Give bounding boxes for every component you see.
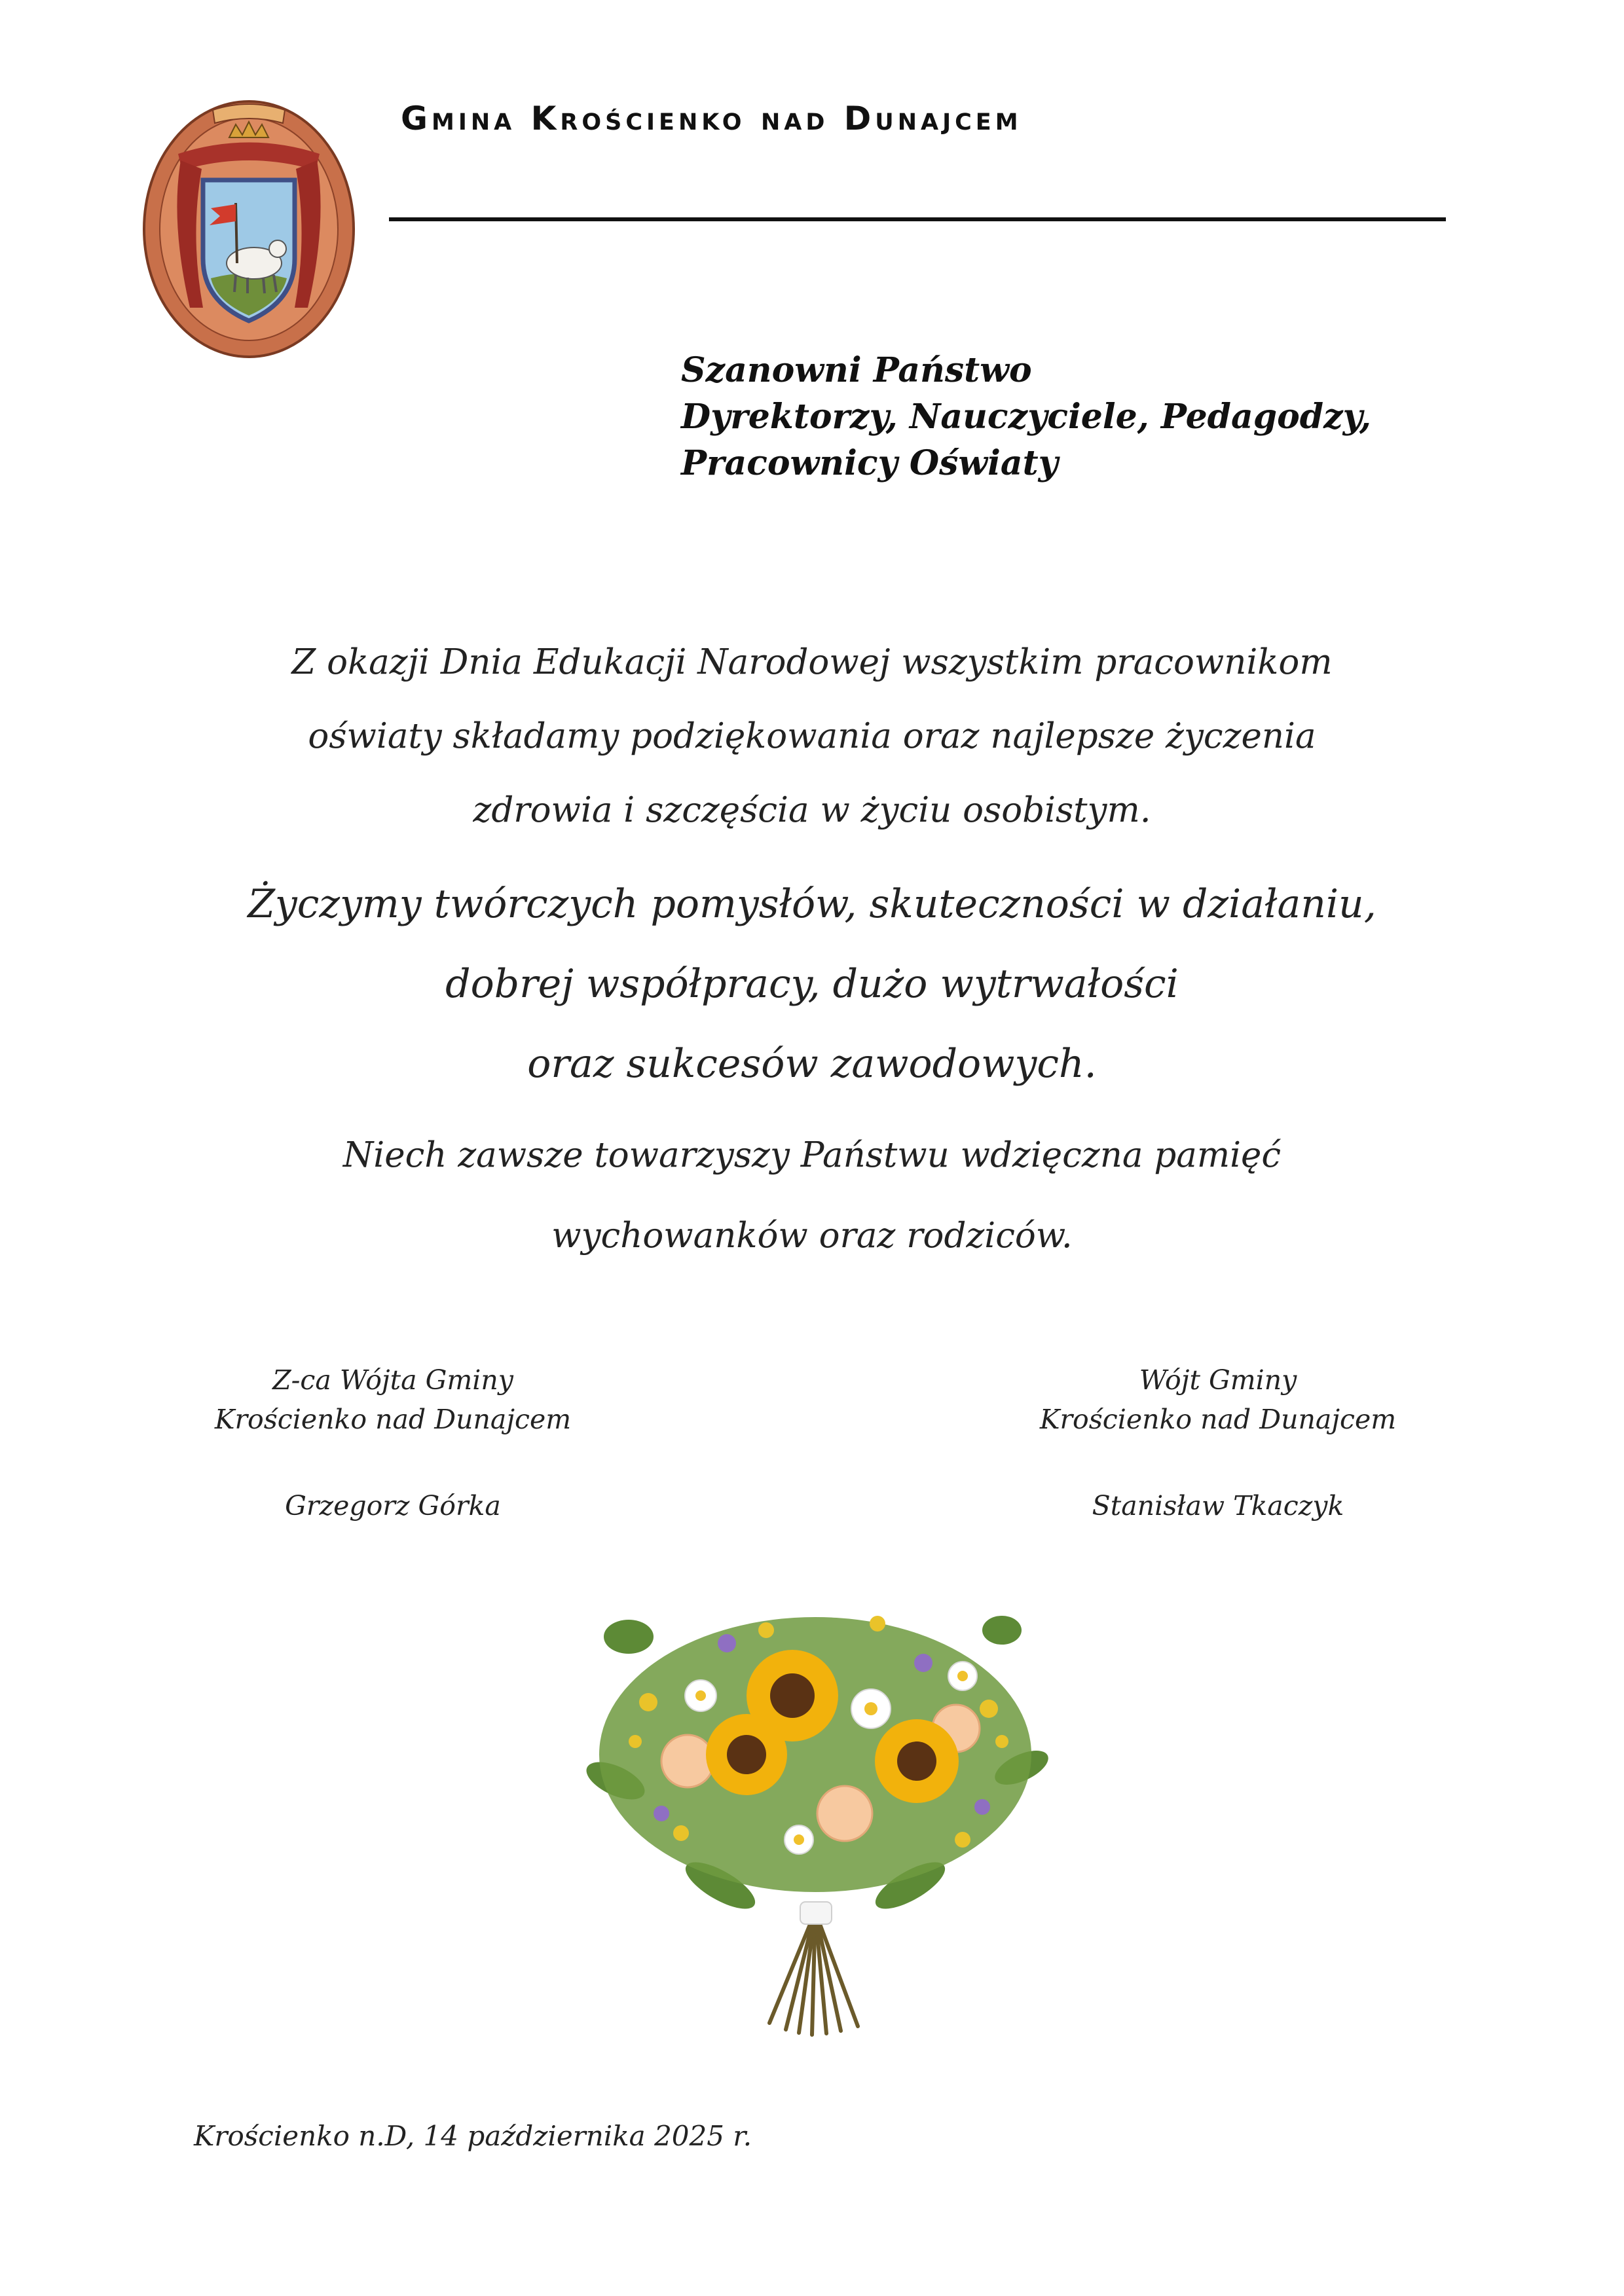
signature-name: Grzegorz Górka — [285, 1490, 501, 1522]
signature-municipality: Krościenko nad Dunajcem — [1039, 1404, 1397, 1435]
signature-title: Z-ca Wójta Gminy — [272, 1364, 513, 1396]
addressee-line: Szanowni Państwo — [681, 350, 1032, 390]
paragraph-line: oświaty składamy podziękowania oraz najlepsze życzenia — [308, 716, 1316, 756]
addressee-line: Dyrektorzy, Nauczyciele, Pedagodzy, — [681, 397, 1371, 437]
paragraph-line: Niech zawsze towarzyszy Państwu wdzięczna pamięć — [342, 1135, 1282, 1175]
signature-municipality: Krościenko nad Dunajcem — [214, 1404, 572, 1435]
greeting-paragraph-3 — [144, 1115, 1480, 1276]
paragraph-line: zdrowia i szczęścia w życiu osobistym. — [473, 790, 1151, 830]
paragraph-line: wychowanków oraz rodziców. — [551, 1216, 1073, 1256]
signature-name: Stanisław Tkaczyk — [1092, 1490, 1344, 1522]
place-and-date: Krościenko n.D, 14 października 2025 r. — [194, 2120, 752, 2152]
signature-mayor — [995, 1360, 1441, 1525]
flower-bouquet-image — [570, 1545, 1061, 2043]
header-divider — [389, 217, 1446, 221]
paragraph-line: oraz sukcesów zawodowych. — [527, 1041, 1097, 1087]
paragraph-line: dobrej współpracy, dużo wytrwałości — [445, 961, 1179, 1007]
addressee-line: Pracownicy Oświaty — [681, 443, 1058, 483]
signature-title: Wójt Gminy — [1139, 1364, 1297, 1396]
greeting-paragraph-1 — [144, 625, 1480, 847]
signature-deputy-mayor — [170, 1360, 616, 1525]
paragraph-line: Z okazji Dnia Edukacji Narodowej wszystkim pracownikom — [291, 642, 1333, 682]
greeting-paragraph-2 — [144, 864, 1480, 1104]
paragraph-line: Życzymy twórczych pomysłów, skuteczności w działaniu, — [248, 881, 1376, 927]
addressee-block — [681, 347, 1532, 486]
organization-title: Gmina Krościenko nad Dunajcem — [401, 100, 1022, 137]
coat-of-arms-emblem — [138, 92, 360, 360]
